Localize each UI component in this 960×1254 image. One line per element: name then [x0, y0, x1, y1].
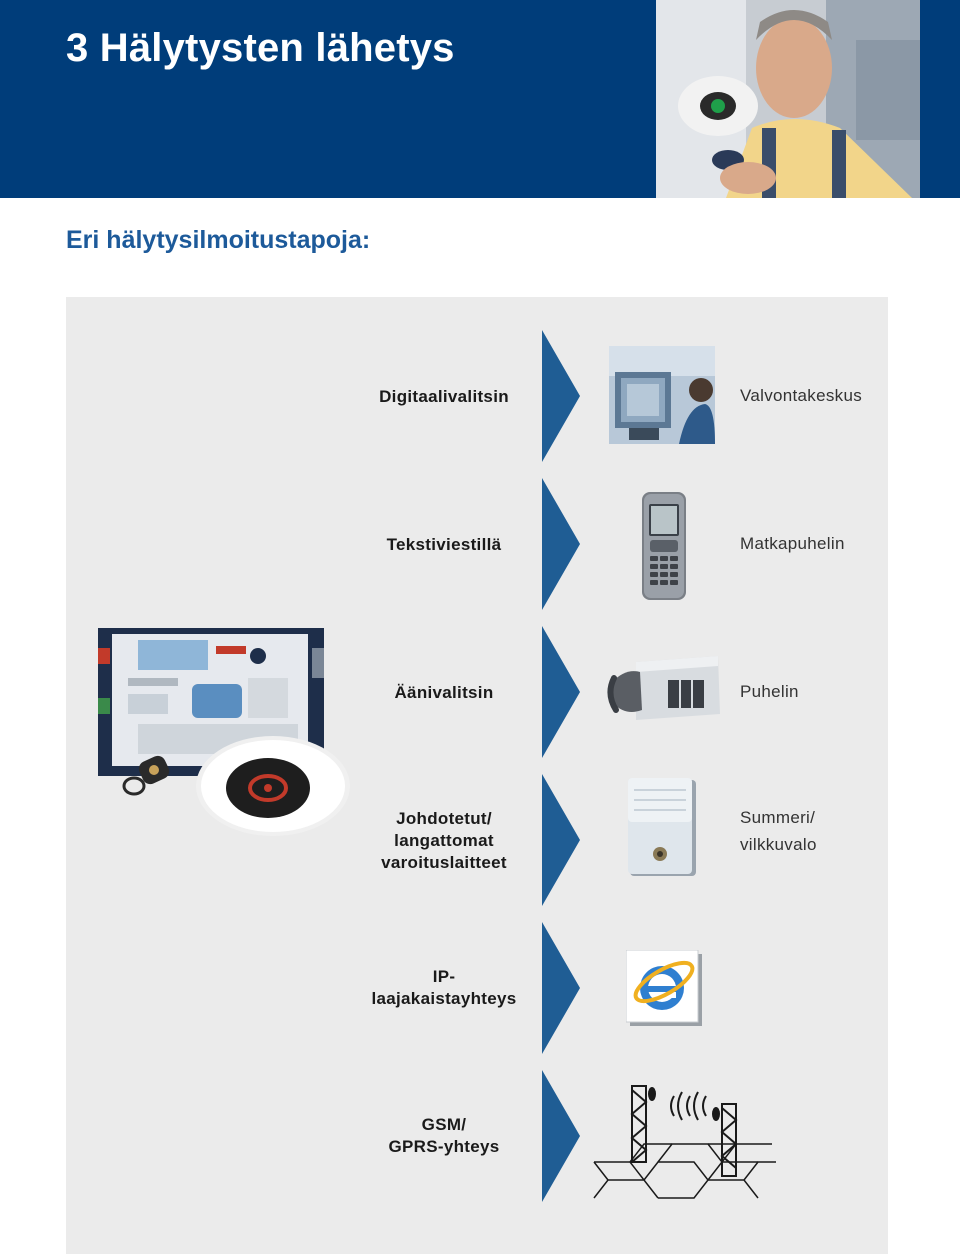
mobile-phone-icon	[640, 490, 688, 602]
section-subtitle: Eri hälytysilmoitustapoja:	[66, 226, 371, 254]
siren-icon	[196, 736, 350, 836]
destination-label: Matkapuhelin	[740, 534, 845, 553]
destination-label: Puhelin	[740, 682, 799, 701]
keyfob-icon	[120, 752, 172, 800]
method-label: Johdotetut/ langattomat varoituslaitteet	[381, 809, 507, 872]
method-label: Tekstiviestillä	[386, 535, 502, 554]
page-title: 3 Hälytysten lähetys	[66, 26, 455, 70]
destination-label: Valvontakeskus	[740, 386, 863, 405]
monitoring-center-photo	[609, 346, 715, 444]
destination-label: Summeri/ vilkkuvalo	[740, 808, 817, 854]
method-label: IP- laajakaistayhteys	[371, 967, 517, 1008]
person-with-phone-photo	[656, 0, 920, 198]
method-label: Digitaalivalitsin	[379, 387, 509, 406]
sounder-flasher-icon	[624, 776, 700, 880]
method-label: GSM/ GPRS-yhteys	[388, 1115, 500, 1156]
internet-explorer-icon	[626, 950, 702, 1026]
gsm-towers-icon	[590, 1080, 780, 1200]
method-label: Äänivalitsin	[394, 683, 494, 702]
page-header	[0, 0, 960, 198]
desk-phone-icon	[606, 654, 722, 724]
